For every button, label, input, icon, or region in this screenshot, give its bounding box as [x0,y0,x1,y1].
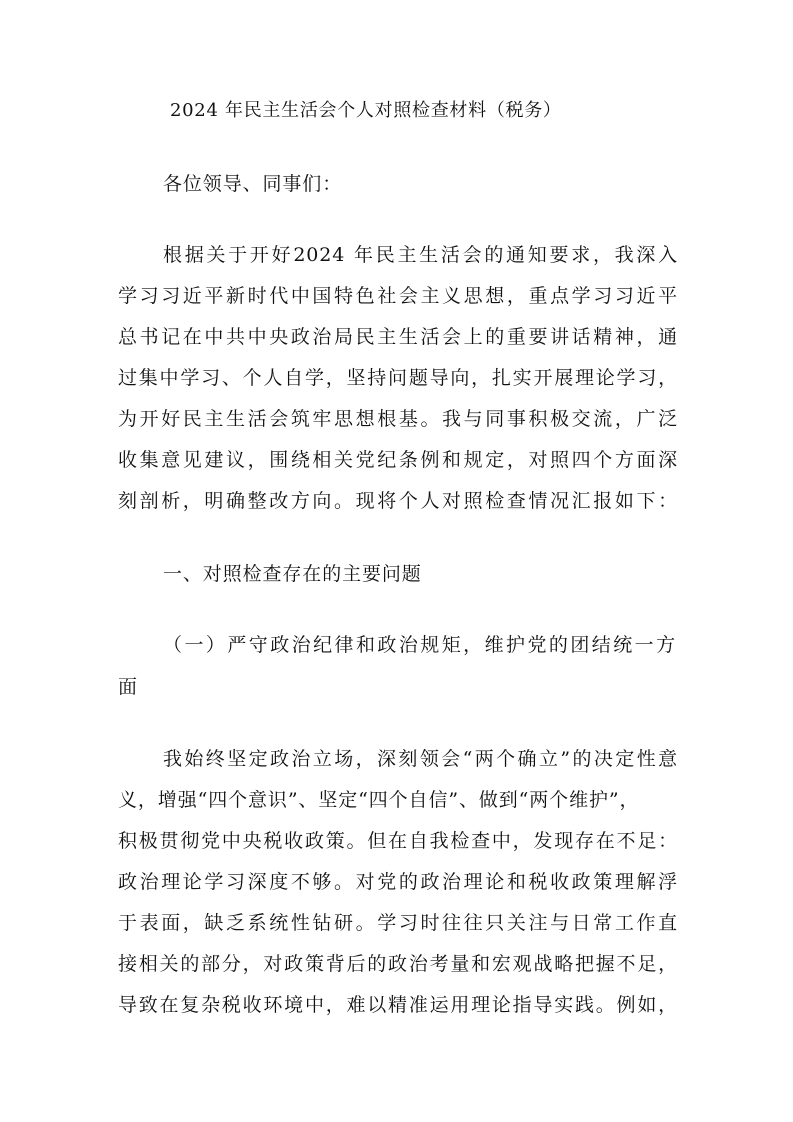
intro-paragraph-line: 为开好民主生活会筑牢思想根基。我与同事积极交流，广泛 [118,408,678,430]
body-paragraph-line: 我始终坚定政治立场，深刻领会“两个确立”的决定性意 [163,748,678,770]
section-heading: 一、对照检查存在的主要问题 [163,563,422,585]
intro-paragraph-line: 总书记在中共中央政治局民主生活会上的重要讲话精神，通 [118,326,678,348]
body-paragraph-line: 接相关的部分，对政策背后的政治考量和宏观战略把握不足， [118,953,678,975]
document-title: 2024 年民主生活会个人对照检查材料（税务） [170,100,562,121]
body-paragraph-line: 于表面，缺乏系统性钻研。学习时往往只关注与日常工作直 [118,912,678,934]
body-paragraph-line: 义，增强“四个意识”、坚定“四个自信”、做到“两个维护”， [118,789,640,811]
body-paragraph-line: 导致在复杂税收环境中，难以精准运用理论指导实践。例如， [118,994,678,1016]
intro-paragraph-line: 过集中学习、个人自学，坚持问题导向，扎实开展理论学习， [118,367,678,389]
intro-paragraph-line: 根据关于开好2024 年民主生活会的通知要求，我深入 [163,244,678,266]
body-paragraph-line: 积极贯彻党中央税收政策。但在自我检查中，发现存在不足： [118,830,678,852]
intro-paragraph-line: 刻剖析，明确整改方向。现将个人对照检查情况汇报如下： [118,490,678,512]
subsection-heading-continuation: 面 [118,676,138,698]
intro-paragraph-line: 学习习近平新时代中国特色社会主义思想，重点学习习近平 [118,285,678,307]
subsection-heading: （一）严守政治纪律和政治规矩，维护党的团结统一方 [163,634,676,656]
body-paragraph-line: 政治理论学习深度不够。对党的政治理论和税收政策理解浮 [118,871,678,893]
greeting: 各位领导、同事们： [163,173,343,195]
intro-paragraph-line: 收集意见建议，围绕相关党纪条例和规定，对照四个方面深 [118,449,678,471]
